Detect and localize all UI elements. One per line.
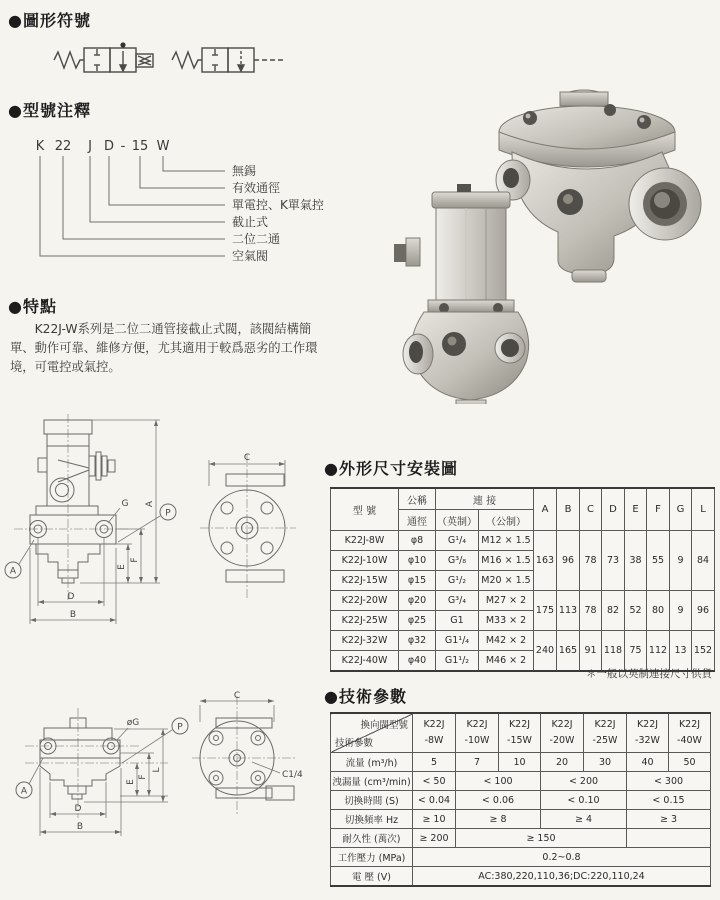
row-label: 洩漏量 (cm³/min) — [331, 772, 413, 791]
cell-value: < 100 — [456, 772, 541, 791]
cell-dim: 80 — [647, 591, 670, 631]
col-header-connection: 連 接 — [436, 488, 534, 510]
cell-dim: 55 — [647, 531, 670, 591]
corner-header-cell — [331, 713, 413, 753]
corner-label-params: 技術參數 — [335, 738, 374, 749]
cell-dim: 78 — [580, 531, 602, 591]
col-header-line1: K22J — [423, 718, 445, 730]
cell-dim: 118 — [602, 631, 625, 672]
col-header-line1: K22J — [678, 718, 701, 730]
col-header-imperial: （英制） — [436, 510, 479, 531]
col-header-model: 型 號 — [331, 488, 399, 531]
col-header-dim-d: D — [602, 488, 625, 531]
cell-value: AC:380,220,110,36;DC:220,110,24 — [413, 867, 711, 887]
cell-bore: φ25 — [399, 611, 436, 631]
model-code-label: 無錫 — [232, 164, 257, 178]
cell-dim: 163 — [534, 531, 557, 591]
cell-dim: 175 — [534, 591, 557, 631]
valve-photo-right — [496, 90, 701, 282]
cell-value: < 0.04 — [413, 791, 456, 810]
model-code-part: W — [156, 139, 170, 154]
col-header-dim-e: E — [625, 488, 647, 531]
cell-value: ≥ 4 — [541, 810, 627, 829]
heading-dimensions: ●外形尺寸安裝圖 — [324, 459, 458, 478]
cell-dim: 78 — [580, 591, 602, 631]
product-photo — [362, 52, 720, 404]
model-code-part: - — [120, 139, 126, 154]
model-code-diagram — [20, 126, 330, 276]
col-header-metric: （公制） — [479, 510, 534, 531]
row-label: 切換頻率 Hz — [331, 810, 413, 829]
cell-value: ≥ 3 — [627, 810, 711, 829]
col-header-dim-f: F — [647, 488, 670, 531]
col-header-line1: K22J — [466, 718, 488, 730]
col-header-dim-b: B — [557, 488, 580, 531]
cell-model: K22J-20W — [331, 591, 399, 611]
cell-value: 40 — [627, 753, 669, 772]
cell-dim: 38 — [625, 531, 647, 591]
col-header — [499, 713, 541, 753]
col-header-bore: 公稱 — [399, 488, 436, 510]
cell-dim: 152 — [692, 631, 715, 672]
col-header — [584, 713, 627, 753]
cell-value: ≥ 150 — [456, 829, 627, 848]
cell-value: < 0.10 — [541, 791, 627, 810]
corner-label-model: 換向閥型號 — [360, 720, 408, 731]
cell-metric: M20 × 1.5 — [479, 571, 534, 591]
model-code-part: K — [35, 139, 45, 154]
cell-metric: M12 × 1.5 — [479, 531, 534, 551]
cell-dim: 91 — [580, 631, 602, 672]
cell-dim: 52 — [625, 591, 647, 631]
cell-bore: φ40 — [399, 651, 436, 672]
cell-dim: 96 — [557, 531, 580, 591]
model-code-label: 單電控、K單氣控 — [232, 198, 324, 212]
table-footnote: ＊一般以英制連接尺寸供貨 — [586, 668, 712, 680]
cell-value: 5 — [413, 753, 456, 772]
col-header-line1: K22J — [636, 718, 659, 730]
port-label-p: P — [177, 722, 183, 733]
dim-label-c: C — [243, 453, 251, 463]
cell-metric: M16 × 1.5 — [479, 551, 534, 571]
cell-value: < 0.15 — [627, 791, 711, 810]
heading-model-annotation: ●型號注釋 — [8, 101, 91, 120]
cell-imperial: G1 — [436, 611, 479, 631]
table-row — [331, 791, 711, 810]
table-row — [331, 753, 711, 772]
cell-model: K22J-40W — [331, 651, 399, 672]
cell-imperial: G1¹/₂ — [436, 651, 479, 672]
cell-model: K22J-8W — [331, 531, 399, 551]
cell-model: K22J-25W — [331, 611, 399, 631]
dim-label-d: D — [67, 592, 75, 602]
table-row — [331, 631, 715, 651]
cell-dim: 9 — [670, 591, 692, 631]
heading-graphic-symbols: ●圖形符號 — [8, 11, 91, 30]
heading-parameters: ●技術參數 — [324, 687, 407, 706]
table-row — [331, 867, 711, 887]
row-label: 切換時間 (S) — [331, 791, 413, 810]
cell-bore: φ15 — [399, 571, 436, 591]
col-header-dim-c: C — [580, 488, 602, 531]
cell-bore: φ10 — [399, 551, 436, 571]
cell-value: < 200 — [541, 772, 627, 791]
col-header-bore2: 通徑 — [399, 510, 436, 531]
cell-value: ≥ 10 — [413, 810, 456, 829]
cell-value — [627, 829, 711, 848]
dimension-drawing-pneumatic — [0, 678, 332, 900]
col-header — [669, 713, 711, 753]
dimensions-table — [330, 487, 715, 672]
cell-model: K22J-10W — [331, 551, 399, 571]
cell-dim: 73 — [602, 531, 625, 591]
cell-value: < 0.06 — [456, 791, 541, 810]
dim-label-f: F — [138, 774, 148, 780]
cell-dim: 84 — [692, 531, 715, 591]
model-code-label: 空氣閥 — [232, 249, 269, 263]
table-row — [331, 810, 711, 829]
table-row — [331, 591, 715, 611]
valve-symbol-pneumatic — [172, 48, 286, 72]
dim-label-og: øG — [126, 718, 140, 728]
dim-label-b: B — [69, 610, 77, 620]
col-header-line2: -25W — [592, 735, 618, 746]
dim-label-g: G — [121, 499, 129, 509]
port-label-c14: C1/4 — [282, 770, 303, 780]
col-header — [541, 713, 584, 753]
col-header-line2: -8W — [424, 735, 444, 746]
cell-metric: M46 × 2 — [479, 651, 534, 672]
table-row — [331, 848, 711, 867]
cell-metric: M33 × 2 — [479, 611, 534, 631]
col-header-line1: K22J — [551, 718, 573, 730]
col-header — [456, 713, 499, 753]
cell-bore: φ32 — [399, 631, 436, 651]
col-header — [627, 713, 669, 753]
dim-label-c: C — [233, 691, 241, 701]
cell-metric: M27 × 2 — [479, 591, 534, 611]
cell-value: ≥ 200 — [413, 829, 456, 848]
cell-value: 20 — [541, 753, 584, 772]
dim-label-b: B — [76, 822, 84, 832]
table-row — [331, 531, 715, 551]
cell-dim: 75 — [625, 631, 647, 672]
dim-label-d: D — [74, 804, 82, 814]
cell-model: K22J-32W — [331, 631, 399, 651]
model-code-label: 有效通徑 — [232, 181, 281, 195]
cell-imperial: G1¹/₄ — [436, 631, 479, 651]
valve-photo-left — [394, 184, 529, 404]
model-code-part: 15 — [131, 139, 149, 154]
dim-label-e: E — [126, 779, 136, 785]
cell-bore: φ8 — [399, 531, 436, 551]
col-header-dim-l: L — [692, 488, 715, 531]
col-header-line1: K22J — [594, 718, 616, 730]
dimension-drawing-solenoid — [0, 402, 332, 674]
col-header-line2: -32W — [635, 735, 660, 746]
dim-label-a: A — [145, 500, 155, 508]
cell-dim: 13 — [670, 631, 692, 672]
col-header-line2: -10W — [464, 735, 490, 746]
cell-imperial: G³/₈ — [436, 551, 479, 571]
features-paragraph: K22J-W系列是二位二通管接截止式閥，該閥結構簡單、動作可靠、維修方便，尤其適用于較爲惡劣的工作環境，可電控或氣控。 — [10, 322, 318, 375]
row-label: 耐久性 (萬次) — [331, 829, 413, 848]
cell-imperial: G¹/₄ — [436, 531, 479, 551]
col-header — [413, 713, 456, 753]
col-header-line2: -20W — [549, 735, 575, 746]
cell-dim: 112 — [647, 631, 670, 672]
dim-label-e: E — [117, 564, 127, 570]
table-row — [331, 829, 711, 848]
cell-dim: 240 — [534, 631, 557, 672]
dim-label-f: F — [130, 557, 140, 563]
table-row — [331, 772, 711, 791]
col-header-line1: K22J — [508, 718, 531, 730]
col-header-line2: -15W — [507, 735, 532, 746]
cell-dim: 9 — [670, 531, 692, 591]
cell-imperial: G³/₄ — [436, 591, 479, 611]
port-label-a: A — [20, 786, 28, 797]
valve-symbols-diagram — [50, 30, 290, 80]
model-code-part: 22 — [54, 139, 72, 154]
col-header-dim-a: A — [534, 488, 557, 531]
cell-value: 50 — [669, 753, 711, 772]
row-label: 工作壓力 (MPa) — [331, 848, 413, 867]
cell-value: 0.2~0.8 — [413, 848, 711, 867]
port-label-a: A — [9, 566, 17, 577]
heading-features: ●特點 — [8, 297, 57, 316]
cell-value: 7 — [456, 753, 499, 772]
col-header-line2: -40W — [677, 735, 702, 746]
model-code-label: 截止式 — [232, 215, 269, 229]
cell-bore: φ20 — [399, 591, 436, 611]
cell-dim: 165 — [557, 631, 580, 672]
dim-label-l: L — [152, 767, 162, 773]
cell-dim: 113 — [557, 591, 580, 631]
cell-value: 30 — [584, 753, 627, 772]
parameters-table — [330, 712, 711, 887]
cell-imperial: G¹/₂ — [436, 571, 479, 591]
cell-metric: M42 × 2 — [479, 631, 534, 651]
port-label-p: P — [165, 508, 171, 519]
cell-value: < 50 — [413, 772, 456, 791]
cell-model: K22J-15W — [331, 571, 399, 591]
row-label: 電 壓 (V) — [331, 867, 413, 887]
cell-value: 10 — [499, 753, 541, 772]
model-code-part: D — [103, 139, 115, 154]
cell-value: ≥ 8 — [456, 810, 541, 829]
model-code-label: 二位二通 — [232, 232, 281, 246]
valve-symbol-electric — [54, 42, 153, 72]
model-code-part: J — [88, 139, 92, 154]
cell-dim: 82 — [602, 591, 625, 631]
cell-value: < 300 — [627, 772, 711, 791]
row-label: 流量 (m³/h) — [331, 753, 413, 772]
col-header-dim-g: G — [670, 488, 692, 531]
cell-dim: 96 — [692, 591, 715, 631]
